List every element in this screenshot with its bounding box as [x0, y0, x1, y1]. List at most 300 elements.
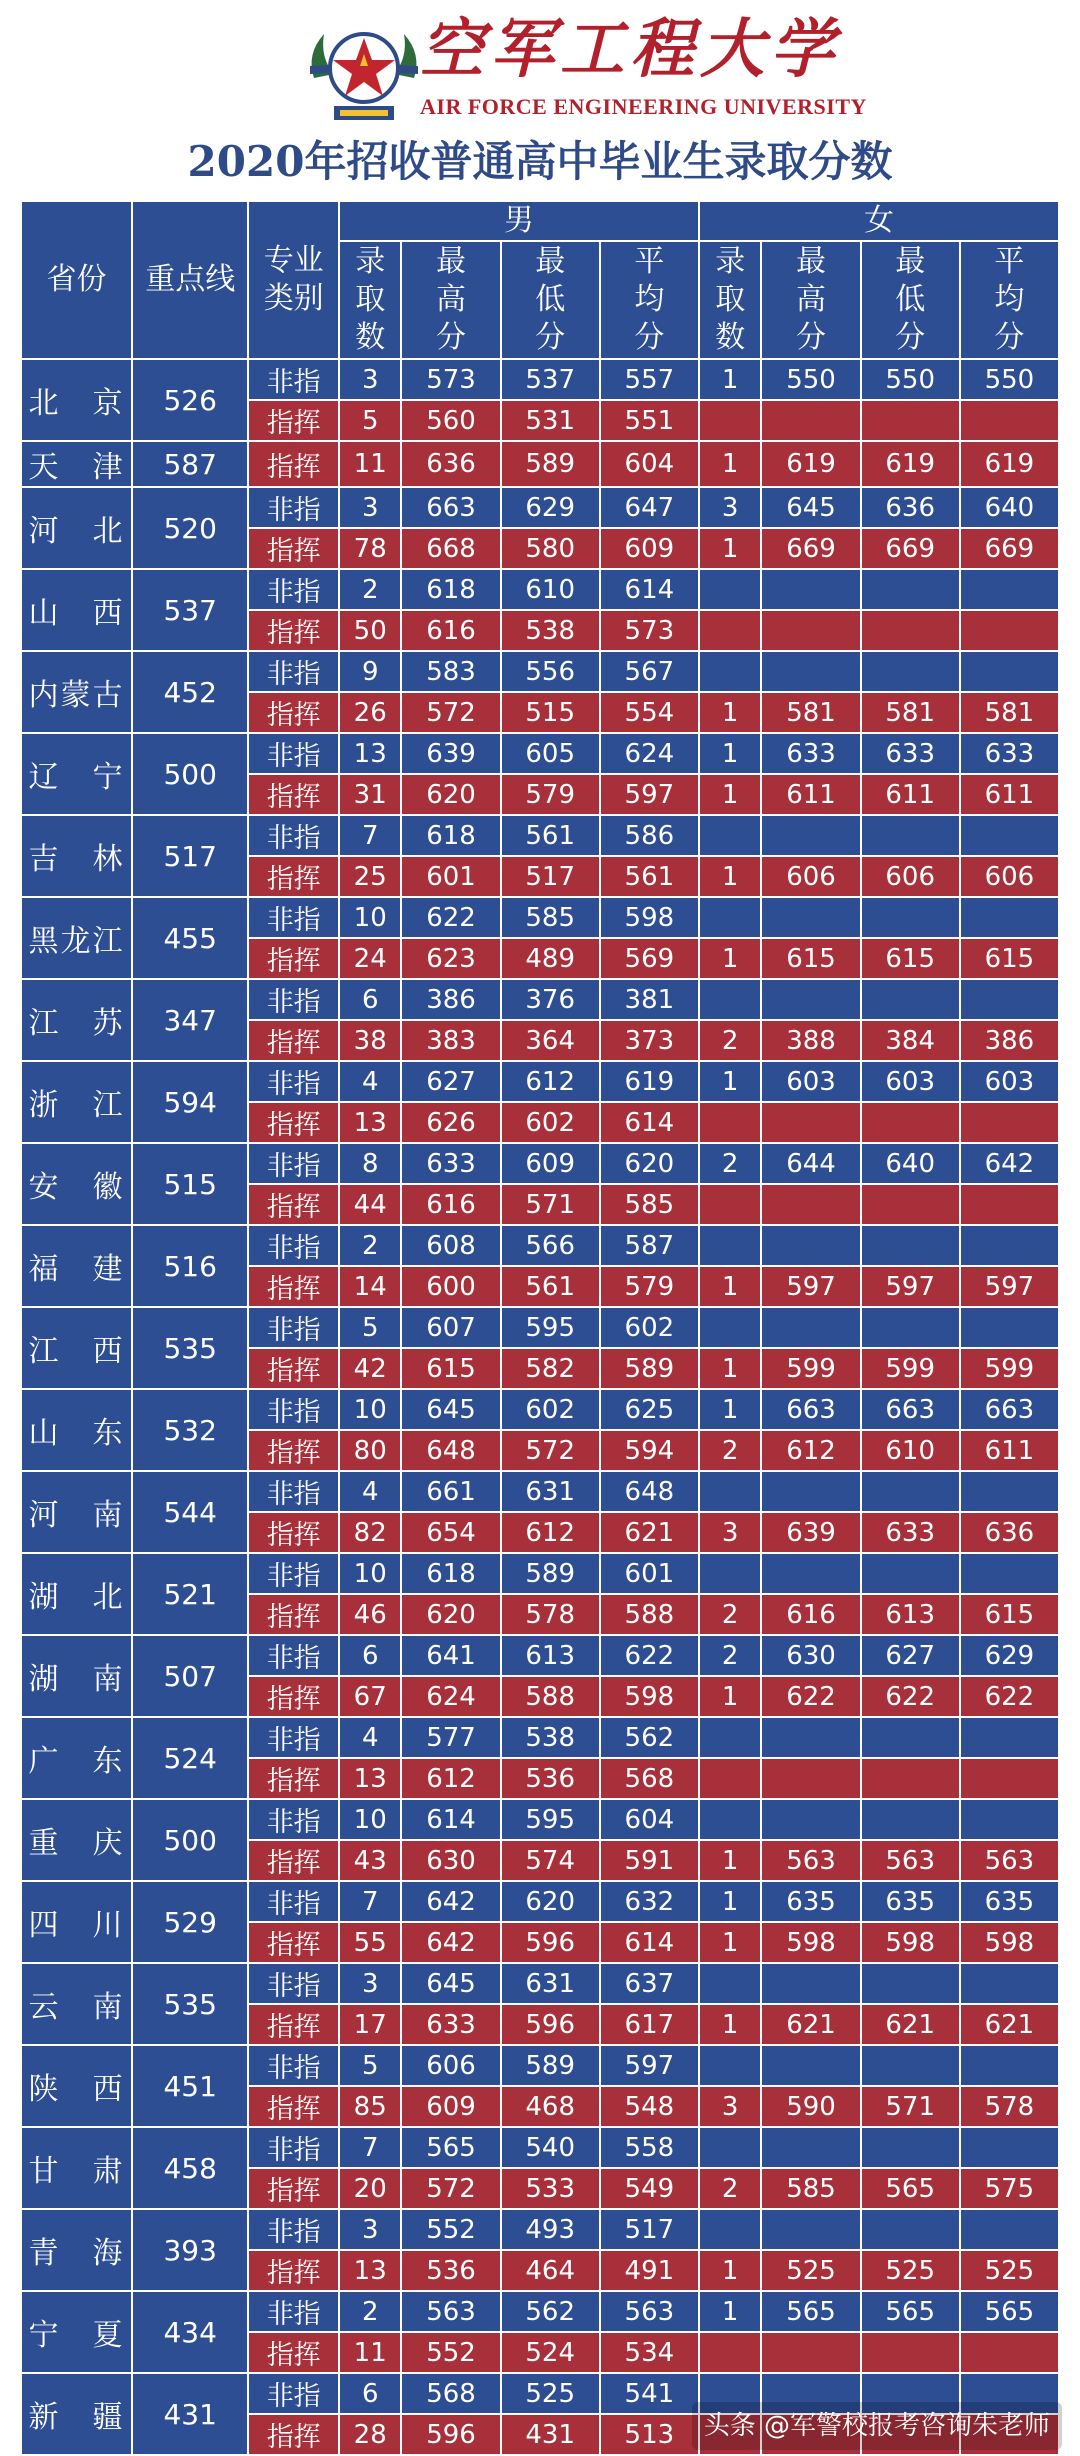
female-lowest-cell: 598 — [861, 1922, 960, 1963]
female-count-cell — [699, 610, 762, 651]
category-cell: 非指 — [248, 979, 339, 1020]
male-count-cell: 43 — [339, 1840, 402, 1881]
province-cell: 山 西 — [21, 569, 132, 651]
male-average-cell: 621 — [600, 1512, 699, 1553]
female-count-cell: 1 — [699, 1840, 762, 1881]
category-cell: 非指 — [248, 651, 339, 692]
table-row — [21, 1307, 1059, 1348]
female-count-cell: 1 — [699, 1061, 762, 1102]
female-count-cell: 2 — [699, 1430, 762, 1471]
male-average-cell: 551 — [600, 400, 699, 441]
male-highest-cell: 661 — [401, 1471, 500, 1512]
male-lowest-cell: 537 — [501, 359, 600, 400]
male-count-cell: 14 — [339, 1266, 402, 1307]
female-average-cell: 597 — [960, 1266, 1059, 1307]
category-cell: 指挥 — [248, 1758, 339, 1799]
female-count-cell — [699, 1799, 762, 1840]
male-count-cell: 13 — [339, 2250, 402, 2291]
female-highest-cell: 644 — [761, 1143, 860, 1184]
male-lowest-cell: 610 — [501, 569, 600, 610]
province-cell: 山 东 — [21, 1389, 132, 1471]
province-cell: 辽 宁 — [21, 733, 132, 815]
female-count-cell — [699, 569, 762, 610]
female-average-cell: 615 — [960, 1594, 1059, 1635]
key-line-cell: 515 — [132, 1143, 248, 1225]
category-cell: 非指 — [248, 1881, 339, 1922]
male-average-cell: 567 — [600, 651, 699, 692]
male-lowest-cell: 631 — [501, 1471, 600, 1512]
female-lowest-cell — [861, 1553, 960, 1594]
category-cell: 指挥 — [248, 1020, 339, 1061]
category-cell: 非指 — [248, 2209, 339, 2250]
female-highest-cell: 388 — [761, 1020, 860, 1061]
male-lowest-cell: 602 — [501, 1102, 600, 1143]
male-count-cell: 31 — [339, 774, 402, 815]
female-lowest-cell: 663 — [861, 1389, 960, 1430]
province-cell: 新 疆 — [21, 2373, 132, 2455]
male-highest-cell: 626 — [401, 1102, 500, 1143]
table-row — [21, 733, 1059, 774]
table-row — [21, 487, 1059, 528]
female-count-cell: 1 — [699, 1389, 762, 1430]
male-average-cell: 513 — [600, 2414, 699, 2455]
male-average-cell: 373 — [600, 1020, 699, 1061]
male-count-cell: 20 — [339, 2168, 402, 2209]
category-cell: 指挥 — [248, 1102, 339, 1143]
male-average-cell: 549 — [600, 2168, 699, 2209]
male-highest-cell: 616 — [401, 610, 500, 651]
male-lowest-cell: 556 — [501, 651, 600, 692]
male-highest-cell: 616 — [401, 1184, 500, 1225]
female-average-header: 平均分 — [960, 241, 1059, 359]
male-average-cell: 619 — [600, 1061, 699, 1102]
female-count-cell — [699, 1307, 762, 1348]
school-name-english: AIR FORCE ENGINEERING UNIVERSITY — [420, 94, 867, 119]
male-lowest-cell: 561 — [501, 1266, 600, 1307]
male-lowest-cell: 612 — [501, 1512, 600, 1553]
male-highest-cell: 577 — [401, 1717, 500, 1758]
female-average-cell: 669 — [960, 528, 1059, 569]
male-lowest-cell: 531 — [501, 400, 600, 441]
category-cell: 指挥 — [248, 2004, 339, 2045]
table-row — [21, 1717, 1059, 1758]
female-highest-cell: 525 — [761, 2250, 860, 2291]
female-highest-cell — [761, 815, 860, 856]
male-highest-cell: 623 — [401, 938, 500, 979]
male-average-cell: 617 — [600, 2004, 699, 2045]
female-count-cell — [699, 2127, 762, 2168]
male-lowest-cell: 364 — [501, 1020, 600, 1061]
female-lowest-cell — [861, 1225, 960, 1266]
female-highest-cell — [761, 2127, 860, 2168]
female-count-cell: 1 — [699, 1676, 762, 1717]
male-count-cell: 6 — [339, 979, 402, 1020]
category-cell: 指挥 — [248, 1594, 339, 1635]
female-highest-cell: 550 — [761, 359, 860, 400]
female-count-cell: 1 — [699, 359, 762, 400]
male-count-cell: 3 — [339, 487, 402, 528]
female-lowest-cell — [861, 1963, 960, 2004]
female-count-cell: 3 — [699, 2086, 762, 2127]
key-line-header: 重点线 — [132, 201, 248, 359]
category-cell: 非指 — [248, 1307, 339, 1348]
key-line-cell: 517 — [132, 815, 248, 897]
male-average-cell: 614 — [600, 569, 699, 610]
female-count-header: 录取数 — [699, 241, 762, 359]
female-lowest-cell — [861, 1758, 960, 1799]
male-highest-cell: 386 — [401, 979, 500, 1020]
table-row — [21, 1881, 1059, 1922]
male-average-cell: 598 — [600, 897, 699, 938]
male-count-cell: 11 — [339, 2332, 402, 2373]
female-average-cell: 611 — [960, 774, 1059, 815]
female-average-cell — [960, 1184, 1059, 1225]
male-count-cell: 6 — [339, 1635, 402, 1676]
male-highest-cell: 612 — [401, 1758, 500, 1799]
female-average-cell — [960, 569, 1059, 610]
province-cell: 福 建 — [21, 1225, 132, 1307]
male-count-cell: 9 — [339, 651, 402, 692]
female-highest-cell: 597 — [761, 1266, 860, 1307]
female-lowest-cell: 550 — [861, 359, 960, 400]
female-lowest-cell — [861, 1799, 960, 1840]
male-average-cell: 601 — [600, 1553, 699, 1594]
female-highest-cell: 611 — [761, 774, 860, 815]
table-row — [21, 1799, 1059, 1840]
table-row — [21, 979, 1059, 1020]
male-highest-cell: 608 — [401, 1225, 500, 1266]
male-highest-cell: 615 — [401, 1348, 500, 1389]
male-count-cell: 3 — [339, 2209, 402, 2250]
female-highest-cell: 633 — [761, 733, 860, 774]
female-average-cell: 581 — [960, 692, 1059, 733]
male-average-cell: 517 — [600, 2209, 699, 2250]
table-body — [21, 359, 1059, 2455]
female-average-cell: 640 — [960, 487, 1059, 528]
key-line-cell: 529 — [132, 1881, 248, 1963]
female-highest-cell: 563 — [761, 1840, 860, 1881]
male-average-cell: 594 — [600, 1430, 699, 1471]
male-lowest-cell: 596 — [501, 2004, 600, 2045]
category-cell: 非指 — [248, 2127, 339, 2168]
female-highest-cell: 621 — [761, 2004, 860, 2045]
female-lowest-cell — [861, 1307, 960, 1348]
female-highest-cell: 615 — [761, 938, 860, 979]
key-line-cell: 431 — [132, 2373, 248, 2455]
table-row — [21, 815, 1059, 856]
category-cell: 非指 — [248, 733, 339, 774]
male-count-cell: 26 — [339, 692, 402, 733]
female-lowest-cell: 606 — [861, 856, 960, 897]
female-highest-cell: 598 — [761, 1922, 860, 1963]
category-cell: 非指 — [248, 815, 339, 856]
male-highest-cell: 618 — [401, 815, 500, 856]
female-average-cell — [960, 400, 1059, 441]
female-average-cell: 622 — [960, 1676, 1059, 1717]
male-lowest-cell: 566 — [501, 1225, 600, 1266]
category-cell: 非指 — [248, 359, 339, 400]
male-highest-cell: 618 — [401, 1553, 500, 1594]
female-average-cell: 563 — [960, 1840, 1059, 1881]
female-count-cell: 1 — [699, 528, 762, 569]
female-lowest-cell: 610 — [861, 1430, 960, 1471]
province-cell: 青 海 — [21, 2209, 132, 2291]
female-count-cell: 2 — [699, 1143, 762, 1184]
male-lowest-cell: 620 — [501, 1881, 600, 1922]
male-lowest-cell: 464 — [501, 2250, 600, 2291]
province-cell: 河 南 — [21, 1471, 132, 1553]
female-average-cell — [960, 1225, 1059, 1266]
female-highest-cell — [761, 979, 860, 1020]
male-count-cell: 42 — [339, 1348, 402, 1389]
female-lowest-cell: 619 — [861, 441, 960, 487]
province-cell: 天 津 — [21, 441, 132, 487]
male-average-cell: 598 — [600, 1676, 699, 1717]
male-count-cell: 4 — [339, 1471, 402, 1512]
male-lowest-cell: 533 — [501, 2168, 600, 2209]
male-highest-cell: 642 — [401, 1922, 500, 1963]
female-count-cell: 2 — [699, 1594, 762, 1635]
male-lowest-cell: 595 — [501, 1307, 600, 1348]
male-highest-cell: 565 — [401, 2127, 500, 2168]
male-average-cell: 534 — [600, 2332, 699, 2373]
male-average-cell: 624 — [600, 733, 699, 774]
table-row — [21, 1963, 1059, 2004]
male-lowest-cell: 589 — [501, 1553, 600, 1594]
female-count-cell — [699, 979, 762, 1020]
male-highest-cell: 573 — [401, 359, 500, 400]
category-cell: 非指 — [248, 1143, 339, 1184]
female-lowest-cell: 571 — [861, 2086, 960, 2127]
female-lowest-cell — [861, 2045, 960, 2086]
male-count-cell: 10 — [339, 897, 402, 938]
female-lowest-cell: 615 — [861, 938, 960, 979]
male-count-cell: 7 — [339, 1881, 402, 1922]
female-average-cell — [960, 1717, 1059, 1758]
male-count-cell: 11 — [339, 441, 402, 487]
female-average-cell: 619 — [960, 441, 1059, 487]
female-highest-cell: 619 — [761, 441, 860, 487]
female-count-cell: 1 — [699, 856, 762, 897]
male-count-cell: 38 — [339, 1020, 402, 1061]
male-count-cell: 8 — [339, 1143, 402, 1184]
female-lowest-cell: 613 — [861, 1594, 960, 1635]
female-highest-cell: 630 — [761, 1635, 860, 1676]
male-count-cell: 10 — [339, 1799, 402, 1840]
male-average-cell: 625 — [600, 1389, 699, 1430]
female-average-cell: 663 — [960, 1389, 1059, 1430]
female-lowest-cell: 599 — [861, 1348, 960, 1389]
female-average-cell: 606 — [960, 856, 1059, 897]
key-line-cell: 451 — [132, 2045, 248, 2127]
female-highest-cell: 612 — [761, 1430, 860, 1471]
category-cell: 指挥 — [248, 400, 339, 441]
category-cell: 指挥 — [248, 1676, 339, 1717]
male-count-cell: 5 — [339, 400, 402, 441]
female-average-cell: 565 — [960, 2291, 1059, 2332]
female-count-cell — [699, 2045, 762, 2086]
male-highest-cell: 572 — [401, 692, 500, 733]
table-row — [21, 897, 1059, 938]
male-highest-cell: 639 — [401, 733, 500, 774]
key-line-cell: 535 — [132, 1963, 248, 2045]
female-average-cell — [960, 1307, 1059, 1348]
table-row — [21, 569, 1059, 610]
male-highest-cell: 620 — [401, 774, 500, 815]
female-count-cell — [699, 815, 762, 856]
male-highest-cell: 583 — [401, 651, 500, 692]
male-highest-cell: 607 — [401, 1307, 500, 1348]
province-cell: 江 西 — [21, 1307, 132, 1389]
female-count-cell — [699, 1963, 762, 2004]
table-row — [21, 1635, 1059, 1676]
female-highest-cell: 581 — [761, 692, 860, 733]
female-count-cell — [699, 1553, 762, 1594]
female-lowest-cell — [861, 400, 960, 441]
female-count-cell: 2 — [699, 1020, 762, 1061]
male-count-cell: 4 — [339, 1717, 402, 1758]
female-highest-cell — [761, 1963, 860, 2004]
male-average-cell: 620 — [600, 1143, 699, 1184]
male-highest-cell: 641 — [401, 1635, 500, 1676]
female-highest-cell: 622 — [761, 1676, 860, 1717]
male-average-cell: 558 — [600, 2127, 699, 2168]
male-highest-cell: 552 — [401, 2209, 500, 2250]
female-lowest-cell: 603 — [861, 1061, 960, 1102]
male-lowest-cell: 582 — [501, 1348, 600, 1389]
category-cell: 非指 — [248, 487, 339, 528]
male-highest-cell: 642 — [401, 1881, 500, 1922]
province-cell: 吉 林 — [21, 815, 132, 897]
male-lowest-cell: 561 — [501, 815, 600, 856]
male-average-cell: 554 — [600, 692, 699, 733]
female-highest-cell: 606 — [761, 856, 860, 897]
female-lowest-cell: 581 — [861, 692, 960, 733]
male-count-cell: 2 — [339, 1225, 402, 1266]
category-cell: 指挥 — [248, 2086, 339, 2127]
male-average-cell: 548 — [600, 2086, 699, 2127]
female-count-cell — [699, 1717, 762, 1758]
male-lowest-cell: 515 — [501, 692, 600, 733]
female-lowest-cell — [861, 651, 960, 692]
male-highest-cell: 572 — [401, 2168, 500, 2209]
female-average-cell — [960, 1102, 1059, 1143]
male-highest-cell: 630 — [401, 1840, 500, 1881]
male-lowest-cell: 602 — [501, 1389, 600, 1430]
male-count-cell: 67 — [339, 1676, 402, 1717]
female-average-cell: 635 — [960, 1881, 1059, 1922]
female-average-cell — [960, 979, 1059, 1020]
male-average-cell: 563 — [600, 2291, 699, 2332]
female-count-cell: 2 — [699, 1635, 762, 1676]
male-lowest-cell: 540 — [501, 2127, 600, 2168]
male-lowest-cell: 578 — [501, 1594, 600, 1635]
female-count-cell: 1 — [699, 1266, 762, 1307]
female-count-cell: 2 — [699, 2168, 762, 2209]
school-name-chinese: 空军工程大学 — [420, 12, 840, 87]
male-lowest-cell: 538 — [501, 1717, 600, 1758]
male-average-cell: 637 — [600, 1963, 699, 2004]
male-average-cell: 602 — [600, 1307, 699, 1348]
female-highest-cell: 590 — [761, 2086, 860, 2127]
male-average-cell: 561 — [600, 856, 699, 897]
male-average-cell: 609 — [600, 528, 699, 569]
female-count-cell: 1 — [699, 774, 762, 815]
male-lowest-cell: 585 — [501, 897, 600, 938]
male-highest-cell: 648 — [401, 1430, 500, 1471]
category-cell: 指挥 — [248, 528, 339, 569]
male-lowest-cell: 525 — [501, 2373, 600, 2414]
male-lowest-cell: 589 — [501, 441, 600, 487]
male-highest-cell: 609 — [401, 2086, 500, 2127]
female-highest-cell — [761, 897, 860, 938]
male-highest-cell: 383 — [401, 1020, 500, 1061]
female-lowest-cell: 627 — [861, 1635, 960, 1676]
female-average-cell: 629 — [960, 1635, 1059, 1676]
male-average-cell: 588 — [600, 1594, 699, 1635]
male-average-cell: 604 — [600, 1799, 699, 1840]
province-cell: 湖 北 — [21, 1553, 132, 1635]
table-row — [21, 651, 1059, 692]
female-average-cell: 642 — [960, 1143, 1059, 1184]
female-highest-cell: 639 — [761, 1512, 860, 1553]
male-highest-cell: 654 — [401, 1512, 500, 1553]
male-lowest-cell: 588 — [501, 1676, 600, 1717]
female-count-cell: 1 — [699, 1881, 762, 1922]
male-lowest-cell: 595 — [501, 1799, 600, 1840]
male-highest-header: 最高分 — [401, 241, 500, 359]
female-average-cell: 615 — [960, 938, 1059, 979]
female-highest-cell — [761, 1225, 860, 1266]
female-highest-cell: 585 — [761, 2168, 860, 2209]
male-count-cell: 82 — [339, 1512, 402, 1553]
female-highest-cell: 645 — [761, 487, 860, 528]
male-lowest-cell: 536 — [501, 1758, 600, 1799]
female-average-cell: 621 — [960, 2004, 1059, 2045]
male-highest-cell: 552 — [401, 2332, 500, 2373]
female-lowest-cell — [861, 1184, 960, 1225]
male-lowest-cell: 589 — [501, 2045, 600, 2086]
female-lowest-cell: 633 — [861, 733, 960, 774]
category-cell: 非指 — [248, 1061, 339, 1102]
key-line-cell: 535 — [132, 1307, 248, 1389]
table-row — [21, 2127, 1059, 2168]
female-average-cell — [960, 1471, 1059, 1512]
female-count-cell — [699, 1758, 762, 1799]
category-cell: 指挥 — [248, 2168, 339, 2209]
table-row — [21, 1061, 1059, 1102]
male-average-cell: 597 — [600, 2045, 699, 2086]
female-count-cell — [699, 897, 762, 938]
male-average-cell: 647 — [600, 487, 699, 528]
male-count-cell: 13 — [339, 733, 402, 774]
male-lowest-cell: 571 — [501, 1184, 600, 1225]
female-header: 女 — [699, 201, 1059, 241]
female-highest-cell: 603 — [761, 1061, 860, 1102]
male-lowest-cell: 517 — [501, 856, 600, 897]
male-count-cell: 17 — [339, 2004, 402, 2045]
female-highest-cell: 616 — [761, 1594, 860, 1635]
key-line-cell: 500 — [132, 733, 248, 815]
category-cell: 指挥 — [248, 2414, 339, 2455]
female-count-cell: 1 — [699, 2291, 762, 2332]
category-cell: 指挥 — [248, 1266, 339, 1307]
female-highest-cell: 565 — [761, 2291, 860, 2332]
male-count-cell: 5 — [339, 2045, 402, 2086]
table-row — [21, 359, 1059, 400]
female-highest-cell: 669 — [761, 528, 860, 569]
female-count-cell — [699, 1184, 762, 1225]
